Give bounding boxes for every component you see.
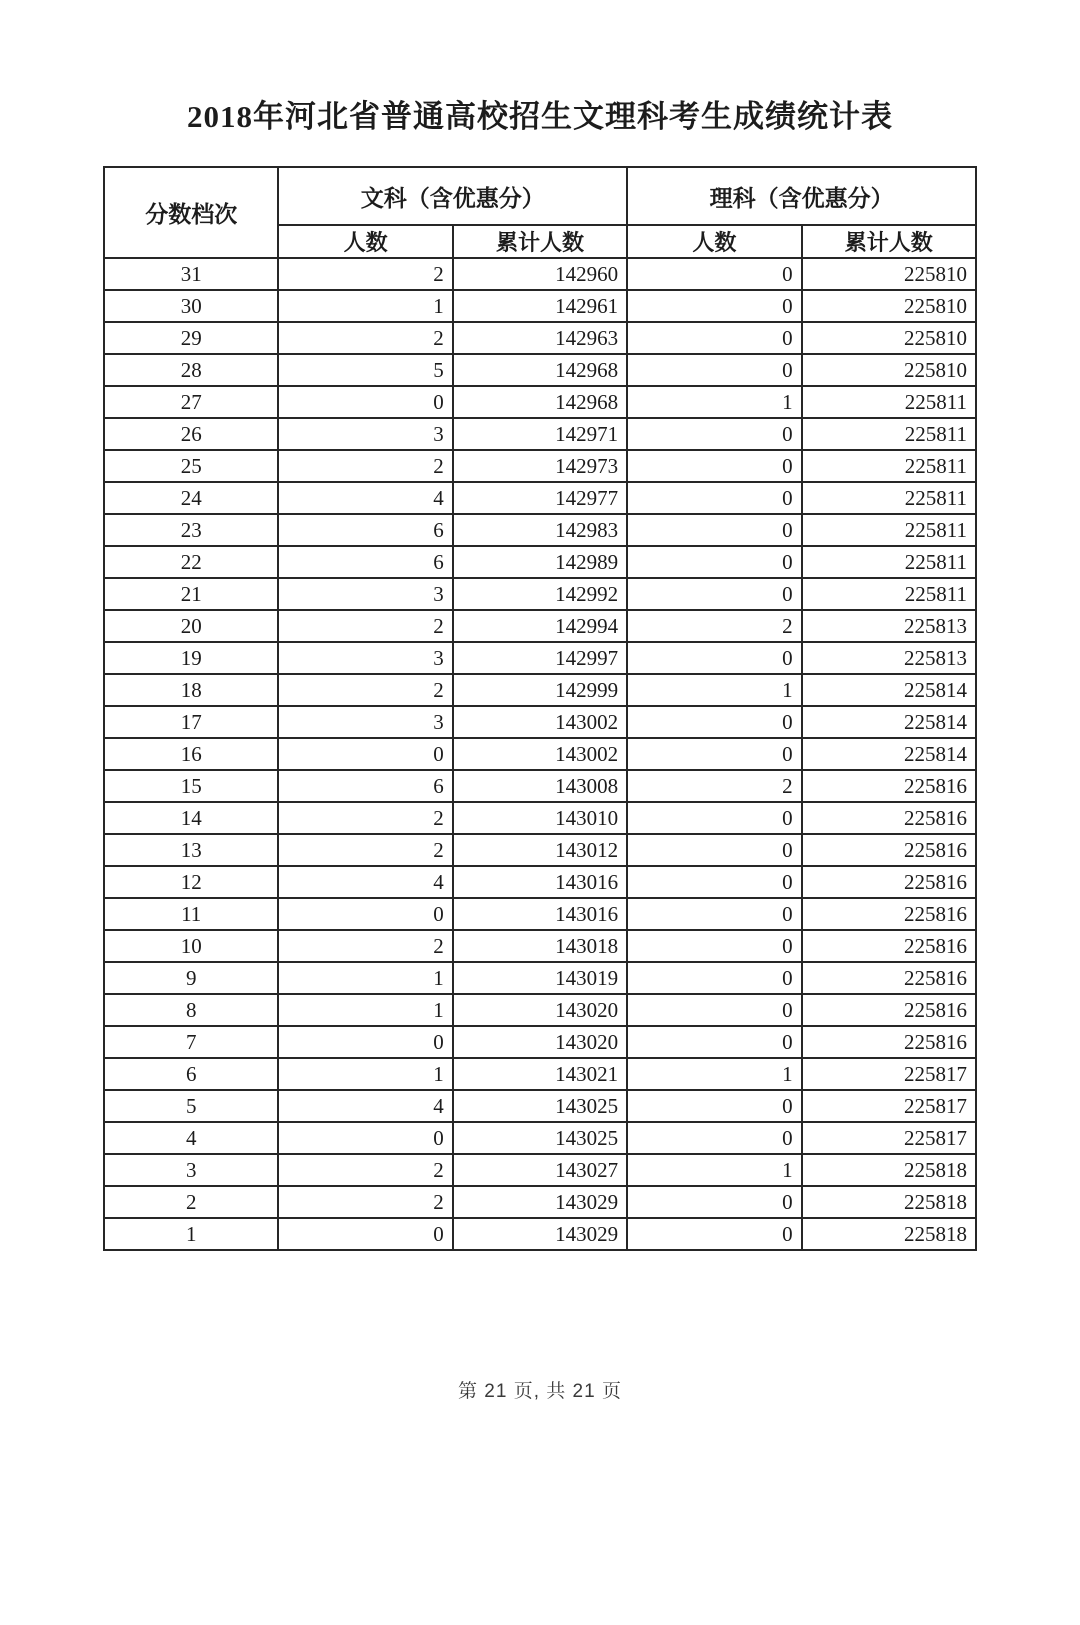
score-level-cell: 26 — [104, 418, 278, 450]
arts-count-cell: 2 — [278, 322, 452, 354]
arts-cumulative-cell: 143002 — [453, 738, 627, 770]
science-count-cell: 2 — [627, 610, 801, 642]
score-level-cell: 14 — [104, 802, 278, 834]
arts-cumulative-cell: 143025 — [453, 1122, 627, 1154]
table-row — [104, 898, 976, 930]
arts-cumulative-cell: 143008 — [453, 770, 627, 802]
table-header-group-row — [104, 167, 976, 225]
science-count-cell: 1 — [627, 1058, 801, 1090]
table-row — [104, 674, 976, 706]
science-count-cell: 0 — [627, 1186, 801, 1218]
arts-cumulative-cell: 143018 — [453, 930, 627, 962]
science-cumulative-cell: 225818 — [802, 1154, 976, 1186]
science-count-cell: 0 — [627, 482, 801, 514]
table-row — [104, 258, 976, 290]
score-level-cell: 3 — [104, 1154, 278, 1186]
science-cumulative-cell: 225814 — [802, 674, 976, 706]
science-count-cell: 0 — [627, 962, 801, 994]
score-level-cell: 18 — [104, 674, 278, 706]
arts-cumulative-cell: 142989 — [453, 546, 627, 578]
arts-count-cell: 3 — [278, 418, 452, 450]
score-level-cell: 21 — [104, 578, 278, 610]
arts-count-cell: 4 — [278, 482, 452, 514]
score-level-cell: 23 — [104, 514, 278, 546]
science-cumulative-cell: 225810 — [802, 290, 976, 322]
score-level-cell: 11 — [104, 898, 278, 930]
table-row — [104, 1026, 976, 1058]
table-row — [104, 1058, 976, 1090]
arts-cumulative-cell: 143027 — [453, 1154, 627, 1186]
science-count-cell: 0 — [627, 738, 801, 770]
score-level-cell: 8 — [104, 994, 278, 1026]
arts-count-cell: 0 — [278, 738, 452, 770]
arts-count-cell: 0 — [278, 1218, 452, 1250]
arts-cumulative-cell: 142999 — [453, 674, 627, 706]
arts-cumulative-cell: 143010 — [453, 802, 627, 834]
science-cumulative-cell: 225810 — [802, 258, 976, 290]
arts-cumulative-cell: 142994 — [453, 610, 627, 642]
page-title: 2018年河北省普通高校招生文理科考生成绩统计表 — [187, 99, 893, 134]
header-arts-group: 文科（含优惠分） — [278, 167, 627, 225]
score-level-cell: 16 — [104, 738, 278, 770]
science-cumulative-cell: 225816 — [802, 866, 976, 898]
score-level-cell: 27 — [104, 386, 278, 418]
score-level-cell: 25 — [104, 450, 278, 482]
table-row — [104, 1090, 976, 1122]
science-count-cell: 0 — [627, 802, 801, 834]
score-level-cell: 12 — [104, 866, 278, 898]
science-cumulative-cell: 225814 — [802, 706, 976, 738]
arts-cumulative-cell: 142973 — [453, 450, 627, 482]
science-cumulative-cell: 225816 — [802, 834, 976, 866]
science-count-cell: 0 — [627, 866, 801, 898]
score-level-cell: 24 — [104, 482, 278, 514]
table-row — [104, 386, 976, 418]
arts-cumulative-cell: 143020 — [453, 994, 627, 1026]
science-count-cell: 0 — [627, 1122, 801, 1154]
science-count-cell: 0 — [627, 546, 801, 578]
score-level-cell: 31 — [104, 258, 278, 290]
arts-count-cell: 2 — [278, 1186, 452, 1218]
science-cumulative-cell: 225816 — [802, 802, 976, 834]
science-cumulative-cell: 225811 — [802, 546, 976, 578]
table-row — [104, 514, 976, 546]
page-footer: 第 21 页, 共 21 页 — [458, 1381, 622, 1402]
arts-count-cell: 1 — [278, 1058, 452, 1090]
score-level-cell: 1 — [104, 1218, 278, 1250]
score-level-cell: 10 — [104, 930, 278, 962]
science-cumulative-cell: 225816 — [802, 930, 976, 962]
arts-cumulative-cell: 142992 — [453, 578, 627, 610]
score-level-cell: 19 — [104, 642, 278, 674]
arts-count-cell: 3 — [278, 642, 452, 674]
arts-count-cell: 2 — [278, 802, 452, 834]
science-cumulative-cell: 225811 — [802, 386, 976, 418]
table-row — [104, 354, 976, 386]
science-count-cell: 1 — [627, 386, 801, 418]
arts-count-cell: 2 — [278, 1154, 452, 1186]
table-row — [104, 706, 976, 738]
science-count-cell: 1 — [627, 1154, 801, 1186]
table-row — [104, 450, 976, 482]
arts-cumulative-cell: 142960 — [453, 258, 627, 290]
table-row — [104, 994, 976, 1026]
arts-count-cell: 5 — [278, 354, 452, 386]
science-cumulative-cell: 225817 — [802, 1058, 976, 1090]
science-cumulative-cell: 225813 — [802, 642, 976, 674]
science-count-cell: 0 — [627, 642, 801, 674]
header-science-cumulative: 累计人数 — [802, 225, 976, 258]
science-cumulative-cell: 225810 — [802, 354, 976, 386]
science-count-cell: 2 — [627, 770, 801, 802]
arts-count-cell: 2 — [278, 930, 452, 962]
score-level-cell: 2 — [104, 1186, 278, 1218]
arts-cumulative-cell: 143016 — [453, 898, 627, 930]
science-count-cell: 0 — [627, 898, 801, 930]
arts-count-cell: 0 — [278, 1122, 452, 1154]
table-row — [104, 802, 976, 834]
table-row — [104, 962, 976, 994]
table-row — [104, 610, 976, 642]
score-level-cell: 7 — [104, 1026, 278, 1058]
arts-cumulative-cell: 143025 — [453, 1090, 627, 1122]
score-level-cell: 13 — [104, 834, 278, 866]
arts-count-cell: 4 — [278, 866, 452, 898]
science-cumulative-cell: 225816 — [802, 962, 976, 994]
science-cumulative-cell: 225818 — [802, 1218, 976, 1250]
science-count-cell: 0 — [627, 290, 801, 322]
arts-count-cell: 3 — [278, 706, 452, 738]
science-cumulative-cell: 225810 — [802, 322, 976, 354]
science-cumulative-cell: 225813 — [802, 610, 976, 642]
arts-cumulative-cell: 142968 — [453, 386, 627, 418]
arts-cumulative-cell: 142961 — [453, 290, 627, 322]
arts-count-cell: 2 — [278, 610, 452, 642]
score-level-cell: 29 — [104, 322, 278, 354]
header-arts-count: 人数 — [278, 225, 452, 258]
header-arts-cumulative: 累计人数 — [453, 225, 627, 258]
arts-cumulative-cell: 142983 — [453, 514, 627, 546]
arts-count-cell: 2 — [278, 674, 452, 706]
arts-count-cell: 6 — [278, 546, 452, 578]
science-cumulative-cell: 225816 — [802, 898, 976, 930]
science-count-cell: 0 — [627, 930, 801, 962]
arts-count-cell: 3 — [278, 578, 452, 610]
table-row — [104, 1186, 976, 1218]
table-header — [104, 167, 976, 258]
score-statistics-table — [103, 166, 977, 1251]
arts-cumulative-cell: 143020 — [453, 1026, 627, 1058]
arts-cumulative-cell: 143016 — [453, 866, 627, 898]
score-level-cell: 30 — [104, 290, 278, 322]
science-cumulative-cell: 225817 — [802, 1122, 976, 1154]
score-level-cell: 28 — [104, 354, 278, 386]
science-count-cell: 0 — [627, 322, 801, 354]
score-level-cell: 20 — [104, 610, 278, 642]
score-level-cell: 9 — [104, 962, 278, 994]
table-row — [104, 1218, 976, 1250]
table-row — [104, 482, 976, 514]
science-count-cell: 1 — [627, 674, 801, 706]
table-row — [104, 322, 976, 354]
arts-count-cell: 1 — [278, 994, 452, 1026]
arts-count-cell: 0 — [278, 386, 452, 418]
science-cumulative-cell: 225816 — [802, 1026, 976, 1058]
science-count-cell: 0 — [627, 1026, 801, 1058]
arts-cumulative-cell: 142997 — [453, 642, 627, 674]
table-row — [104, 834, 976, 866]
table-row — [104, 770, 976, 802]
table-row — [104, 738, 976, 770]
arts-count-cell: 2 — [278, 834, 452, 866]
science-cumulative-cell: 225811 — [802, 418, 976, 450]
table-row — [104, 642, 976, 674]
arts-count-cell: 2 — [278, 450, 452, 482]
arts-count-cell: 1 — [278, 962, 452, 994]
arts-cumulative-cell: 142968 — [453, 354, 627, 386]
arts-cumulative-cell: 143002 — [453, 706, 627, 738]
table-row — [104, 930, 976, 962]
science-count-cell: 0 — [627, 706, 801, 738]
science-cumulative-cell: 225814 — [802, 738, 976, 770]
arts-count-cell: 4 — [278, 1090, 452, 1122]
science-cumulative-cell: 225811 — [802, 514, 976, 546]
science-count-cell: 0 — [627, 514, 801, 546]
science-cumulative-cell: 225811 — [802, 450, 976, 482]
arts-cumulative-cell: 142971 — [453, 418, 627, 450]
science-count-cell: 0 — [627, 450, 801, 482]
science-cumulative-cell: 225811 — [802, 482, 976, 514]
science-cumulative-cell: 225811 — [802, 578, 976, 610]
science-count-cell: 0 — [627, 1218, 801, 1250]
document-page — [0, 97, 1080, 1625]
science-count-cell: 0 — [627, 418, 801, 450]
arts-count-cell: 1 — [278, 290, 452, 322]
score-level-cell: 15 — [104, 770, 278, 802]
arts-cumulative-cell: 142977 — [453, 482, 627, 514]
score-level-cell: 4 — [104, 1122, 278, 1154]
arts-cumulative-cell: 143012 — [453, 834, 627, 866]
science-count-cell: 0 — [627, 834, 801, 866]
science-count-cell: 0 — [627, 1090, 801, 1122]
arts-cumulative-cell: 143029 — [453, 1186, 627, 1218]
arts-count-cell: 0 — [278, 1026, 452, 1058]
header-science-count: 人数 — [627, 225, 801, 258]
science-count-cell: 0 — [627, 994, 801, 1026]
header-score-level: 分数档次 — [104, 167, 278, 258]
score-level-cell: 6 — [104, 1058, 278, 1090]
table-row — [104, 578, 976, 610]
score-level-cell: 22 — [104, 546, 278, 578]
arts-cumulative-cell: 143019 — [453, 962, 627, 994]
score-level-cell: 17 — [104, 706, 278, 738]
table-body — [104, 258, 976, 1250]
table-row — [104, 546, 976, 578]
header-science-group: 理科（含优惠分） — [627, 167, 976, 225]
science-cumulative-cell: 225817 — [802, 1090, 976, 1122]
table-row — [104, 866, 976, 898]
arts-cumulative-cell: 143029 — [453, 1218, 627, 1250]
table-row — [104, 1122, 976, 1154]
arts-cumulative-cell: 142963 — [453, 322, 627, 354]
table-row — [104, 418, 976, 450]
science-count-cell: 0 — [627, 258, 801, 290]
science-count-cell: 0 — [627, 578, 801, 610]
table-row — [104, 1154, 976, 1186]
arts-count-cell: 0 — [278, 898, 452, 930]
table-row — [104, 290, 976, 322]
arts-count-cell: 2 — [278, 258, 452, 290]
science-cumulative-cell: 225818 — [802, 1186, 976, 1218]
arts-count-cell: 6 — [278, 514, 452, 546]
science-cumulative-cell: 225816 — [802, 994, 976, 1026]
science-count-cell: 0 — [627, 354, 801, 386]
science-cumulative-cell: 225816 — [802, 770, 976, 802]
arts-count-cell: 6 — [278, 770, 452, 802]
arts-cumulative-cell: 143021 — [453, 1058, 627, 1090]
score-level-cell: 5 — [104, 1090, 278, 1122]
